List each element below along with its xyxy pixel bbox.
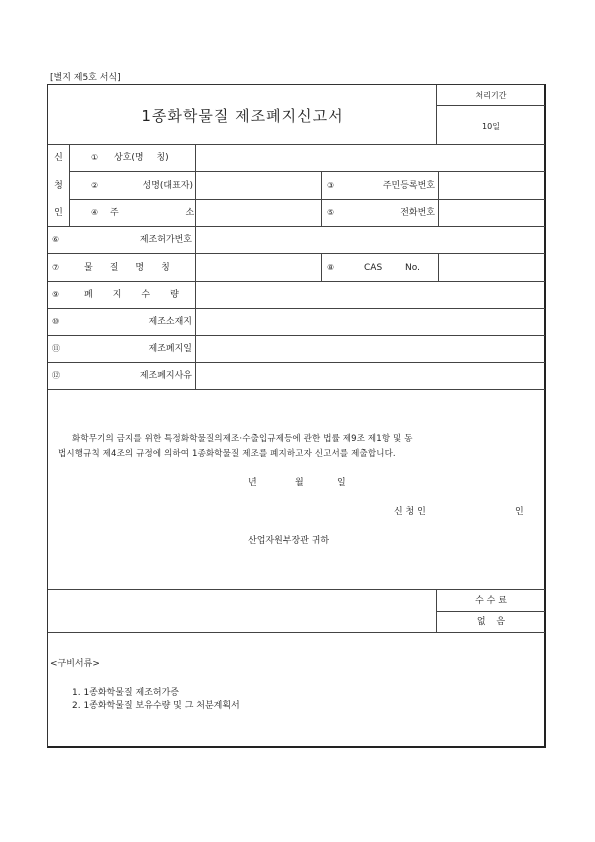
applicant-group-char-1: 신	[54, 153, 63, 163]
substance-name-label: 물질명칭	[84, 263, 187, 273]
date-day-label: 일	[337, 478, 346, 488]
resident-number-label: 주민등록번호	[382, 181, 435, 191]
field-number: ④	[91, 208, 99, 217]
field-number: ①	[91, 153, 99, 162]
abolition-reason-label: 제조폐지사유	[139, 371, 192, 381]
permit-number-field[interactable]	[197, 228, 543, 252]
form-title: 1종화학물질 제조폐지신고서	[141, 107, 344, 125]
declaration-line-2: 법시행규칙 제4조의 규정에 의하여 1종화학물질 제조를 폐지하고자 신고서를 제출합니다.	[58, 449, 396, 459]
cas-number-field[interactable]	[440, 255, 543, 279]
seal-mark: 인	[515, 507, 524, 517]
company-name-field[interactable]	[197, 146, 543, 170]
abolition-date-label: 제조폐지일	[148, 344, 192, 354]
required-document-item: 1. 1종화학물질 제조허가증	[72, 688, 179, 698]
field-number: ③	[327, 181, 335, 190]
representative-name-label: 성명(대표자)	[142, 181, 193, 191]
field-number: ⑥	[52, 235, 60, 244]
cas-number-label: CAS No.	[364, 263, 420, 273]
required-documents-heading: <구비서류>	[50, 659, 100, 669]
applicant-signature-label: 신 청 인	[394, 507, 426, 517]
declaration-line-1: 화학무기의 금지를 위한 특정화학물질의제조·수출입규제등에 관한 법률 제9조 제1항 및 동	[72, 434, 413, 444]
field-number: ②	[91, 181, 99, 190]
date-month-label: 월	[295, 478, 304, 488]
field-number: ⑦	[52, 263, 60, 272]
permit-number-label: 제조허가번호	[139, 235, 192, 245]
field-number: ⑧	[327, 263, 335, 272]
fee-label: 수 수 료	[475, 596, 507, 606]
abolished-quantity-label: 폐지수량	[84, 290, 199, 300]
applicant-group-char-3: 인	[54, 208, 63, 218]
field-number: ⑪	[52, 344, 60, 353]
abolition-reason-field[interactable]	[197, 364, 543, 388]
address-field[interactable]	[197, 201, 319, 225]
abolished-quantity-field[interactable]	[197, 283, 543, 307]
form-label: [별지 제5호 서식]	[50, 73, 121, 83]
factory-location-field[interactable]	[197, 310, 543, 334]
abolition-date-field[interactable]	[197, 337, 543, 361]
field-number: ⑫	[52, 371, 60, 380]
representative-name-field[interactable]	[197, 173, 319, 197]
resident-number-field[interactable]	[440, 173, 543, 197]
address-label: 주 소	[110, 208, 195, 218]
phone-number-label: 전화번호	[400, 208, 435, 218]
field-number: ⑩	[52, 317, 60, 326]
field-number: ⑨	[52, 290, 60, 299]
phone-number-field[interactable]	[440, 201, 543, 225]
field-number: ⑤	[327, 208, 335, 217]
company-name-label: 상호(명 칭)	[114, 153, 169, 163]
substance-name-field[interactable]	[197, 255, 319, 279]
addressee: 산업자원부장관 귀하	[248, 536, 330, 546]
processing-period-value: 10일	[482, 122, 500, 131]
factory-location-label: 제조소재지	[148, 317, 192, 327]
required-document-item: 2. 1종화학물질 보유수량 및 그 처분계획서	[72, 701, 240, 711]
fee-value: 없 음	[476, 617, 506, 627]
applicant-group-char-2: 청	[54, 181, 63, 191]
date-year-label: 년	[248, 478, 257, 488]
processing-period-label: 처리기간	[475, 91, 507, 100]
